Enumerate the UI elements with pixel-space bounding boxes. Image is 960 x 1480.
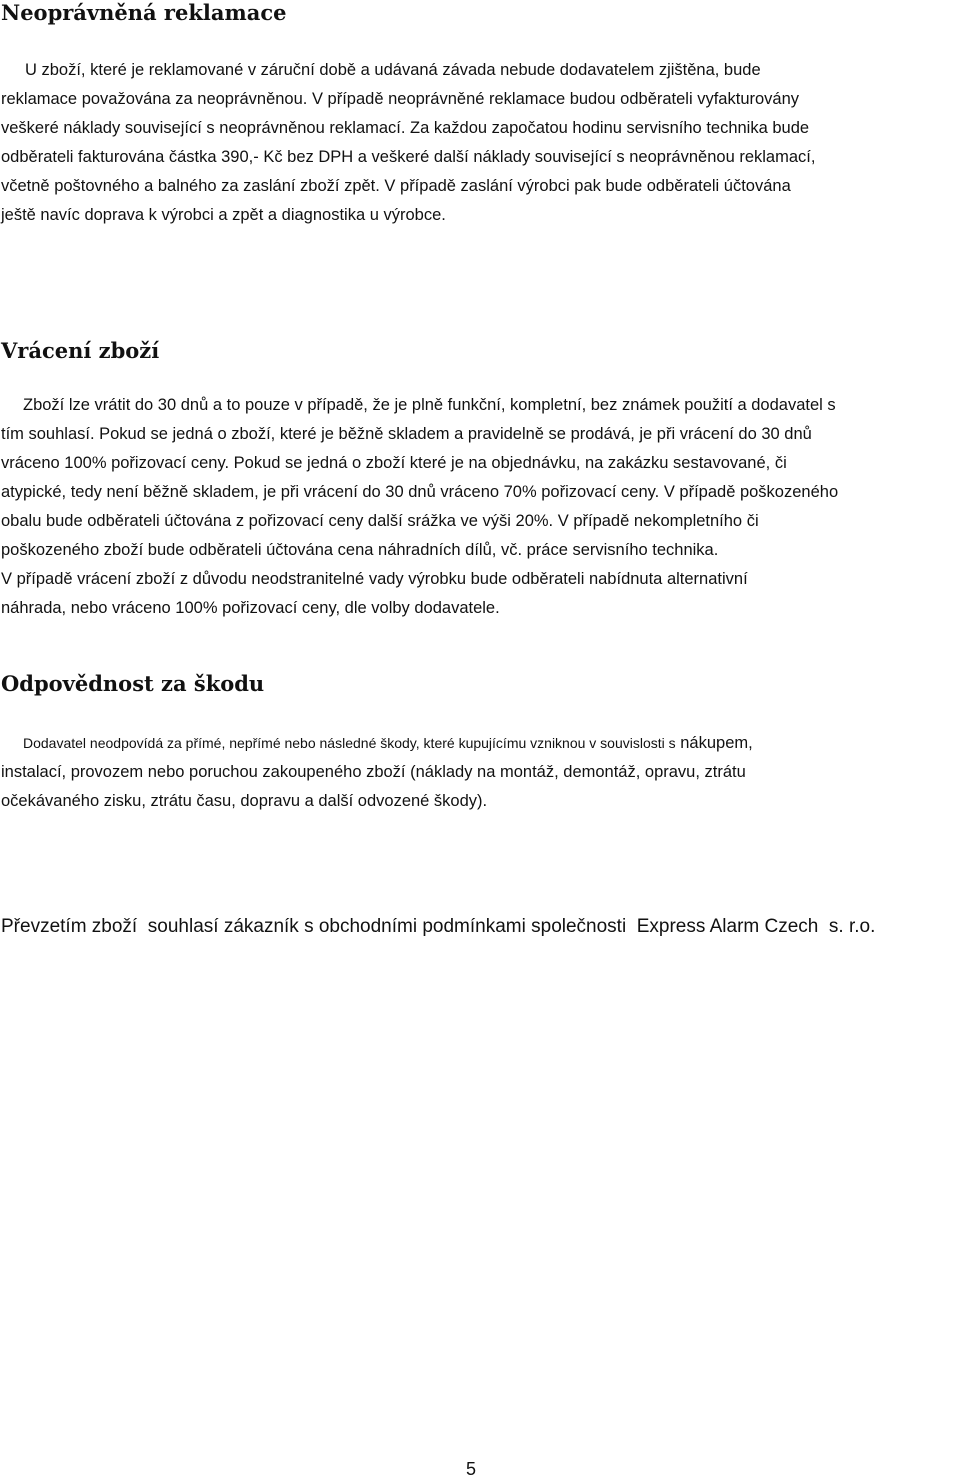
text-line: veškeré náklady související s neoprávněnou reklamací. Za každou započatou hodinu servisního technika bude xyxy=(1,119,810,137)
acceptance-statement: Převzetím zboží souhlasí zákazník s obchodními podmínkami společnosti Express Alarm Czech s. r.o. xyxy=(1,916,876,937)
text-line: obalu bude odběrateli účtována z pořizovací ceny další srážka ve výši 20%. V případě nekompletního či xyxy=(1,512,759,530)
text-line: poškozeného zboží bude odběrateli účtována cena náhradních dílů, vč. práce servisního technika. xyxy=(1,541,719,559)
text-line: vráceno 100% pořizovací ceny. Pokud se jedná o zboží které je na objednávku, na zakázku sestavované, či xyxy=(1,454,787,472)
paragraph-neopravnena-reklamace xyxy=(1,56,957,230)
paragraph-vraceni-zbozi xyxy=(1,391,957,623)
page-number: 5 xyxy=(466,1459,477,1479)
text-line: včetně poštovného a balného za zaslání zboží zpět. V případě zaslání výrobci pak bude odběrateli účtována xyxy=(1,177,791,195)
text-line: U zboží, které je reklamované v záruční době a udávaná závada nebude dodavatelem zjištěna, bude xyxy=(25,61,761,79)
text-line: odběrateli fakturována částka 390,- Kč bez DPH a veškeré další náklady související s neoprávněnou reklamací, xyxy=(1,148,816,166)
text-line: V případě vrácení zboží z důvodu neodstranitelné vady výrobku bude odběrateli nabídnuta alternativní xyxy=(1,570,748,588)
text-line: náhrada, nebo vráceno 100% pořizovací ceny, dle volby dodavatele. xyxy=(1,599,500,617)
heading-odpovednost-za-skodu: Odpovědnost za škodu xyxy=(1,671,265,696)
text-line: očekávaného zisku, ztrátu času, dopravu a další odvozené škody). xyxy=(1,792,488,810)
text-line-small-part: Dodavatel neodpovídá za přímé, nepřímé nebo následné škody, které kupujícímu vzniknou v souvislosti s xyxy=(23,735,676,751)
text-line: Zboží lze vrátit do 30 dnů a to pouze v případě, že je plně funkční, kompletní, bez známek použití a dodavatel s xyxy=(23,396,836,414)
text-line xyxy=(1,729,957,758)
text-line: ještě navíc doprava k výrobci a zpět a diagnostika u výrobce. xyxy=(1,206,446,224)
text-line-tail: nákupem, xyxy=(675,734,753,752)
heading-vraceni-zbozi: Vrácení zboží xyxy=(1,338,160,363)
text-line: reklamace považována za neoprávněnou. V případě neoprávněné reklamace budou odběrateli vyfakturovány xyxy=(1,90,800,108)
paragraph-odpovednost-za-skodu xyxy=(1,729,957,816)
heading-neopravnena-reklamace: Neoprávněná reklamace xyxy=(1,0,287,25)
text-line: atypické, tedy není běžně skladem, je při vrácení do 30 dnů vráceno 70% pořizovací ceny. V případě poškozeného xyxy=(1,483,839,501)
text-line: instalací, provozem nebo poruchou zakoupeného zboží (náklady na montáž, demontáž, opravu, ztrátu xyxy=(1,763,746,781)
text-line: tím souhlasí. Pokud se jedná o zboží, které je běžně skladem a pravidelně se prodává, je při vrácení do 30 dnů xyxy=(1,425,812,443)
